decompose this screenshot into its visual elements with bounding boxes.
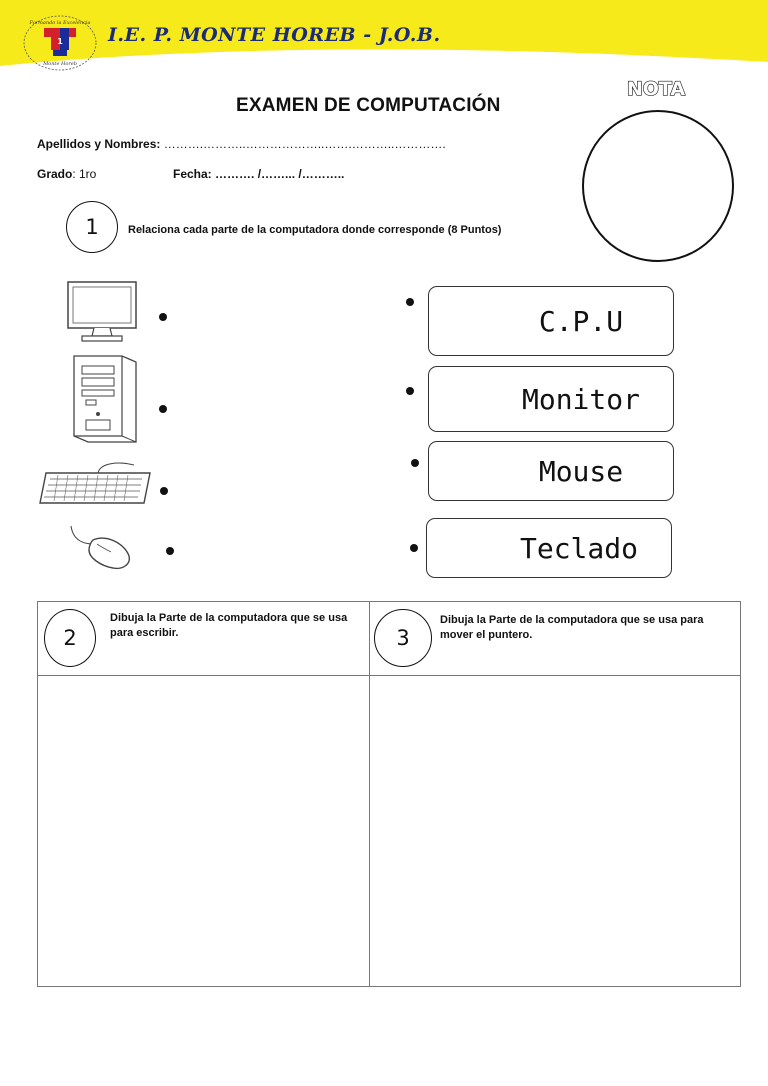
date-field[interactable] — [173, 167, 344, 181]
date-dots: ………. /……... /……….. — [215, 167, 345, 181]
name-field[interactable] — [37, 137, 446, 151]
right-dot-2[interactable] — [406, 387, 414, 395]
word-box-cpu: C.P.U — [428, 286, 674, 356]
grade-value: : 1ro — [72, 167, 97, 181]
mouse-icon — [63, 522, 135, 572]
section-3-number: 3 — [374, 609, 432, 667]
word-box-monitor: Monitor — [428, 366, 674, 432]
school-name: I.E. P. MONTE HOREB - J.O.B. — [108, 24, 441, 46]
left-dot-1[interactable] — [159, 313, 167, 321]
section-2-number: 2 — [44, 609, 96, 667]
svg-text:Formando la Excelencia: Formando la Excelencia — [29, 20, 91, 26]
right-dot-4[interactable] — [410, 544, 418, 552]
svg-text:1: 1 — [57, 37, 63, 46]
keyboard-icon — [38, 459, 156, 509]
section-3-instruction: Dibuja la Parte de la computadora que se usa para mover el puntero. — [440, 614, 704, 641]
word-box-teclado: Teclado — [426, 518, 672, 578]
school-logo — [22, 14, 98, 72]
svg-text:NOTA: NOTA — [626, 78, 686, 100]
right-dot-1[interactable] — [406, 298, 414, 306]
drawing-area-left[interactable] — [38, 676, 368, 986]
grade-label: Grado — [37, 167, 73, 181]
left-dot-2[interactable] — [159, 405, 167, 413]
name-dots: ……….………..………………..…….………..…………. — [163, 137, 446, 151]
left-dot-4[interactable] — [166, 547, 174, 555]
name-label: Apellidos y Nombres: — [37, 137, 161, 151]
section-2-instruction: Dibuja la Parte de la computadora que se usa para escribir. — [110, 612, 348, 639]
drawing-area-right[interactable] — [370, 676, 740, 986]
cpu-tower-icon — [64, 350, 142, 446]
svg-text:Monte Horeb: Monte Horeb — [43, 61, 77, 67]
monitor-icon — [64, 280, 140, 344]
grade-field — [37, 167, 96, 181]
grade-circle[interactable] — [582, 110, 734, 262]
right-dot-3[interactable] — [411, 459, 419, 467]
word-box-mouse: Mouse — [428, 441, 674, 501]
section-1-instruction: Relaciona cada parte de la computadora donde corresponde (8 Puntos) — [128, 224, 502, 236]
nota-label — [624, 76, 688, 100]
section-1-number: 1 — [66, 201, 118, 253]
exam-title: EXAMEN DE COMPUTACIÓN — [236, 95, 501, 116]
date-label: Fecha: — [173, 167, 212, 181]
left-dot-3[interactable] — [160, 487, 168, 495]
